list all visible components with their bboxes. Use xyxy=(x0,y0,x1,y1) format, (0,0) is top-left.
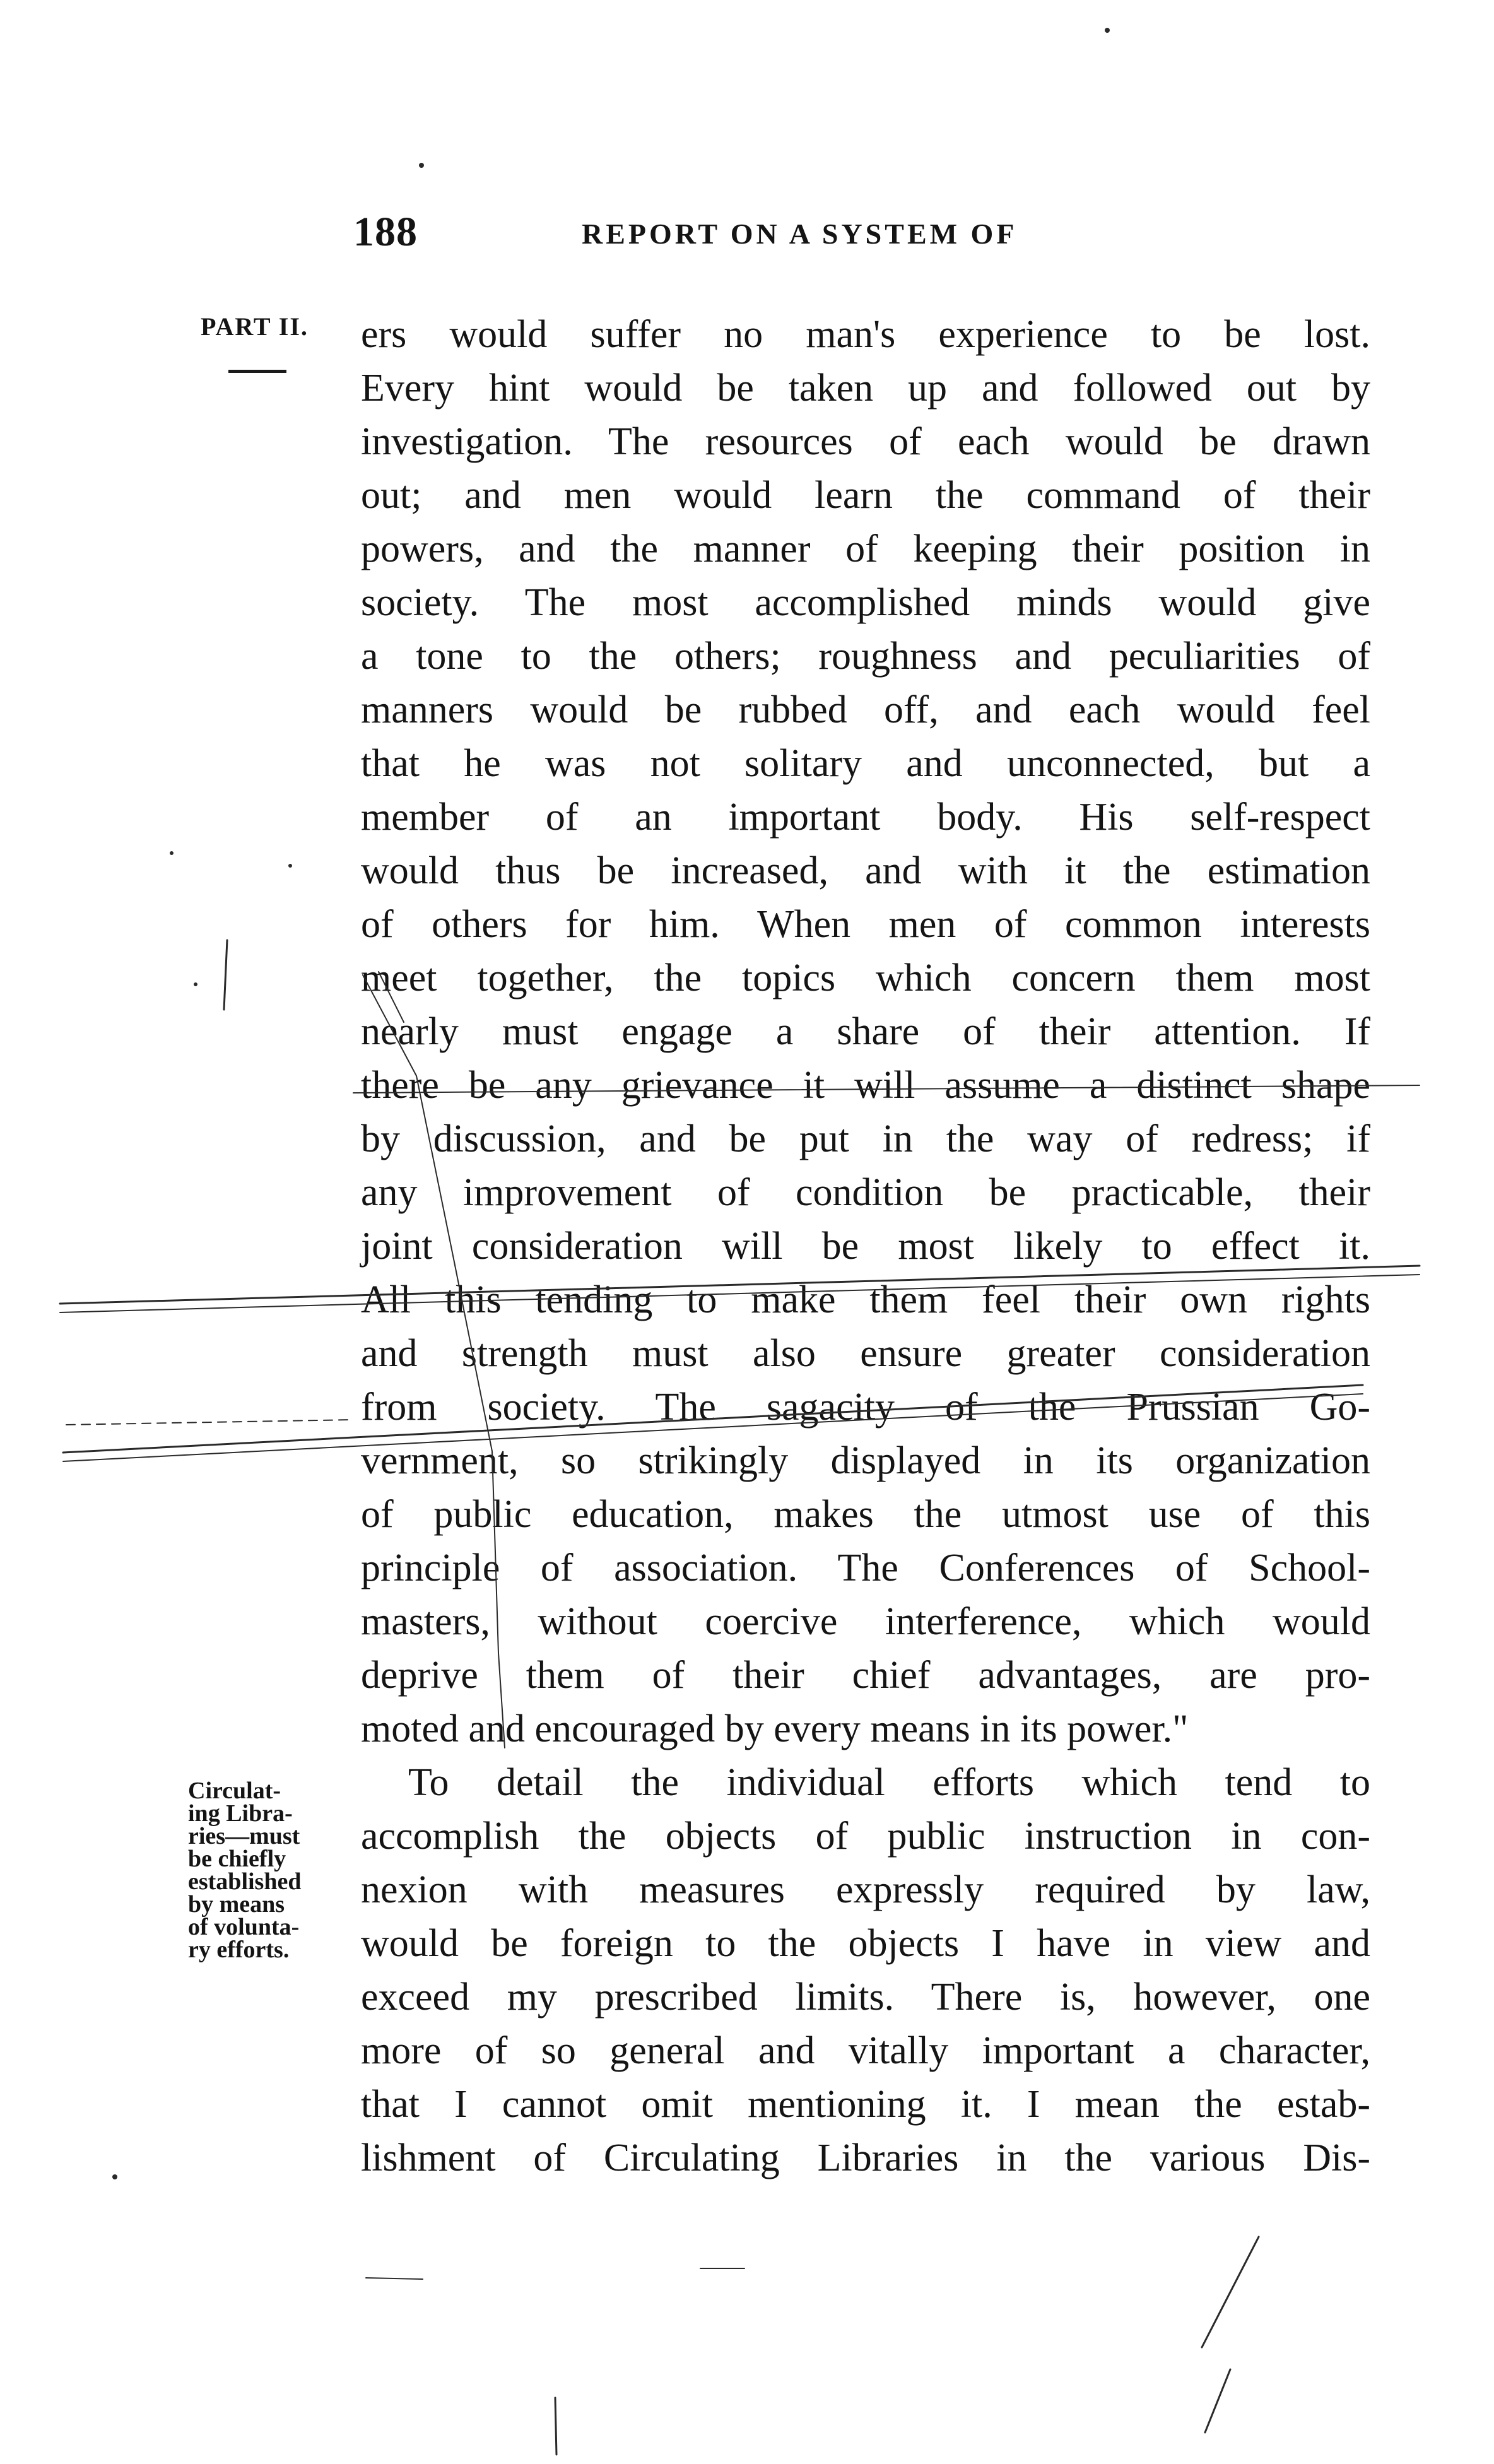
fold-crease-line xyxy=(60,1275,1420,1312)
text-line: meet together, the topics which concern them most xyxy=(361,957,1370,999)
margin-note-line: ries—must xyxy=(188,1823,300,1849)
text-line: member of an important body. His self-respect xyxy=(361,796,1370,839)
page-number: 188 xyxy=(353,209,418,255)
scan-speck xyxy=(288,864,292,868)
text-line: principle of association. The Conferences of School- xyxy=(361,1547,1370,1589)
text-line: Every hint would be taken up and followed out by xyxy=(361,367,1370,410)
fold-crease-line xyxy=(353,1085,1420,1093)
text-line: that I cannot omit mentioning it. I mean the estab- xyxy=(361,2083,1370,2126)
scan-stroke xyxy=(1205,2369,1230,2432)
text-line: nexion with measures expressly required by law, xyxy=(361,1868,1370,1911)
margin-note-line: of volunta- xyxy=(188,1914,300,1940)
text-line: by discussion, and be put in the way of redress; if xyxy=(361,1117,1370,1160)
fold-crease-line xyxy=(66,1420,353,1425)
fold-crease-line xyxy=(63,1385,1363,1453)
scan-stroke xyxy=(366,2278,423,2279)
text-line: powers, and the manner of keeping their position in xyxy=(361,528,1370,570)
scan-speck xyxy=(419,163,424,168)
text-line: accomplish the objects of public instruction in con- xyxy=(361,1815,1370,1858)
text-line: ers would suffer no man's experience to be lost. xyxy=(361,313,1370,356)
text-line: moted and encouraged by every means in its power." xyxy=(361,1707,1189,1750)
text-line: exceed my prescribed limits. There is, however, one xyxy=(361,1976,1370,2019)
text-line: deprive them of their chief advantages, are pro- xyxy=(361,1654,1370,1697)
text-line: from society. The sagacity of the Prussian Go- xyxy=(361,1386,1370,1429)
text-line: lishment of Circulating Libraries in the various Dis- xyxy=(361,2137,1370,2179)
text-line: any improvement of condition be practicable, their xyxy=(361,1171,1370,1214)
text-line: would thus be increased, and with it the estimation xyxy=(361,849,1370,892)
part-label: PART II. xyxy=(201,312,309,341)
scan-stroke xyxy=(555,2398,556,2455)
text-line: nearly must engage a share of their attention. If xyxy=(361,1010,1370,1053)
fold-crease-line xyxy=(379,972,404,1022)
text-line: of others for him. When men of common interests xyxy=(361,903,1370,946)
scan-speck xyxy=(170,851,174,855)
text-line: society. The most accomplished minds would give xyxy=(361,581,1370,624)
text-line: out; and men would learn the command of their xyxy=(361,474,1370,517)
text-line: vernment, so strikingly displayed in its organization xyxy=(361,1439,1370,1482)
fold-crease-line xyxy=(60,1266,1420,1304)
text-line: a tone to the others; roughness and peculiarities of xyxy=(361,635,1370,678)
text-line: there be any grievance it will assume a distinct shape xyxy=(361,1064,1370,1107)
text-line: that he was not solitary and unconnected, but a xyxy=(361,742,1370,785)
text-line: All this tending to make them feel their own rights xyxy=(361,1278,1370,1321)
text-line: of public education, makes the utmost use of this xyxy=(361,1493,1370,1536)
text-line: manners would be rubbed off, and each would feel xyxy=(361,688,1370,731)
text-line: joint consideration will be most likely to effect it. xyxy=(361,1225,1370,1268)
scan-speck xyxy=(1105,28,1110,33)
text-line: and strength must also ensure greater consideration xyxy=(361,1332,1370,1375)
scan-speck xyxy=(194,982,197,986)
running-title: REPORT ON A SYSTEM OF xyxy=(582,218,1018,250)
margin-note-line: ry efforts. xyxy=(188,1936,290,1963)
margin-note-line: by means xyxy=(188,1891,285,1918)
margin-note-line: be chiefly xyxy=(188,1846,286,1872)
margin-note-line: ing Libra- xyxy=(188,1800,293,1827)
fold-crease-line xyxy=(363,975,505,1748)
text-line: To detail the individual efforts which tend to xyxy=(408,1761,1370,1804)
scan-speck xyxy=(112,2174,117,2179)
text-line: investigation. The resources of each would be drawn xyxy=(361,420,1370,463)
scan-stroke xyxy=(1202,2237,1259,2347)
text-line: would be foreign to the objects I have in view and xyxy=(361,1922,1370,1965)
text-line: more of so general and vitally important a character, xyxy=(361,2029,1370,2072)
margin-note-line: Circulat- xyxy=(188,1777,281,1804)
text-line: masters, without coercive interference, which would xyxy=(361,1600,1370,1643)
fold-crease-line xyxy=(63,1394,1363,1461)
margin-note-line: established xyxy=(188,1868,302,1895)
scan-stroke xyxy=(224,940,227,1010)
